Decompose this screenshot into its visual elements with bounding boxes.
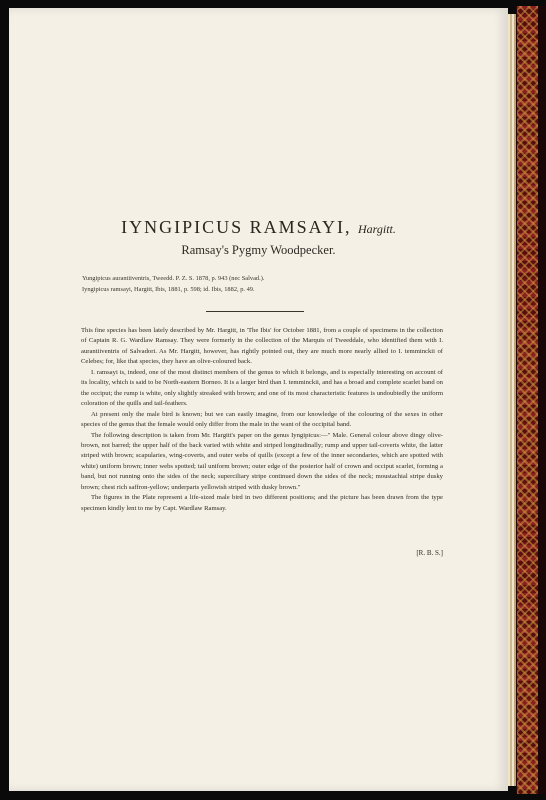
article-body	[81, 326, 443, 514]
synonymy-block	[82, 274, 442, 295]
paragraph: This fine species has been lately described by Mr. Hargitt, in 'The Ibis' for October 1881, from a couple of specimens in the collection of Captain R. G. Wardlaw Ramsay. They were formerly in the collection of the Marquis of Tweeddale, who identified them with I. aurantiiventris of Salvadori. As Mr. Hargitt, however, has rightly pointed out, they are much more nearly allied to I. temminckii of Celebes; for, like that species, they have an olive-coloured back.	[81, 327, 443, 366]
author-initials: [R. B. S.]	[416, 549, 443, 557]
title-authority: Hargitt.	[357, 222, 396, 236]
page-subtitle: Ramsay's Pygmy Woodpecker.	[181, 243, 336, 257]
title-species: IYNGIPICUS RAMSAYI,	[121, 217, 352, 237]
paragraph: The figures in the Plate represent a life-sized male bird in two different positions; and the picture has been drawn from the type specimen kindly lent to me by Capt. Wardlaw Ramsay.	[81, 494, 443, 512]
section-divider	[206, 311, 304, 312]
page-title	[9, 217, 508, 238]
paragraph: I. ramsayi is, indeed, one of the most distinct members of the genus to which it belongs, and is especially interesting on account of its locality, which is said to be North-eastern Borneo. It is a larger bird than I. temminckii, and has a broad and complete scarlet band on the occiput; the rump is white, only slightly streaked with brown; and one of its most characteristic features is undoubtedly the uniform coloration of the quills and tail-feathers.	[81, 368, 443, 408]
book-page	[9, 8, 508, 791]
binding-shadow	[538, 6, 546, 794]
synonymy-line: Iyngipicus ramsayi, Hargitt, Ibis, 1881, p. 598; id. Ibis, 1882, p. 49.	[82, 285, 255, 293]
paragraph: The following description is taken from Mr. Hargitt's paper on the genus Iyngipicus:—" Male. General colour above dingy olive-brown, not barred; the upper half of the back varied with white and striped longitudinally; rump and upper tail-coverts white, the latter striped with brown; scapularies, wing-coverts, and outer webs of quills (except a few of the inner secondaries, which are spotted with white) uniform brown; inner webs spotted; tail uniform brown; outer edge of the posterior half of crown and occiput scarlet, forming a band, but not running onto the sides of the neck; superciliary stripe continued down the sides of the neck; moustachial stripe dusky brown; chest rich saffron-yellow; underparts yellowish striped with dusky brown."	[81, 431, 443, 491]
paragraph: At present only the male bird is known; but we can easily imagine, from our knowledge of the colouring of the sexes in other species of the genus that the female would only differ from the male in the want of the occipital band.	[81, 410, 443, 429]
synonymy-line: Yungipicus aurantiiventris, Tweedd. P. Z. S. 1878, p. 943 (nec Salvad.).	[82, 275, 265, 282]
